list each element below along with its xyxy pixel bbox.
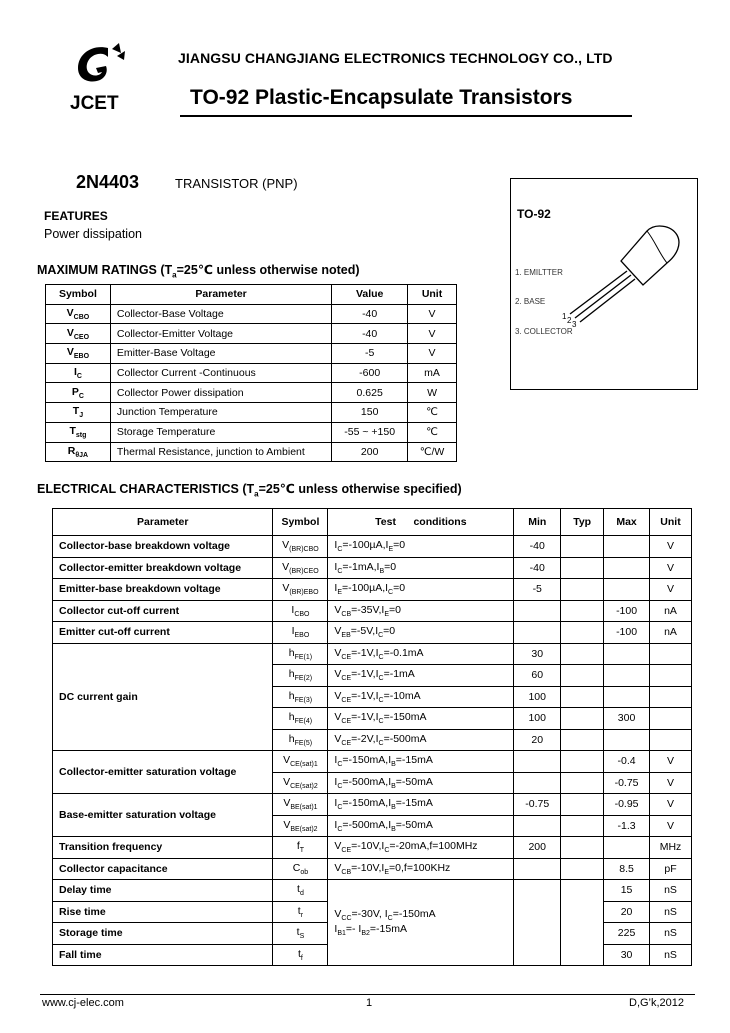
max-cell: -100 [604,622,650,644]
unit-cell: MHz [650,837,692,859]
unit-cell: nS [650,944,692,966]
condition-cell: $V_{CE}=-1V,I_C=-0.1mA$ [328,643,514,665]
table-row [53,557,692,579]
min-cell: -40 [514,536,561,558]
condition-cell: $V_{CB}=-35V,I_E=0$ [328,600,514,622]
min-cell [514,751,561,773]
symbol-cell: $f_T$ [273,837,328,859]
pin-1-label: 1. EMILTTER [515,268,563,277]
parameter-cell: Rise time [53,901,273,923]
table-row [53,794,692,816]
symbol-cell: $C_{ob}$ [273,858,328,880]
max-cell [604,557,650,579]
parameter-cell: Collector Power dissipation [110,383,331,403]
package-name: TO-92 [517,207,551,221]
features-heading: FEATURES [44,209,108,223]
table-row [53,536,692,558]
parameter-cell: Storage Temperature [110,422,331,442]
parameter-cell: Delay time [53,880,273,902]
condition-cell: $I_C=-100\mu A,I_E=0$ [328,536,514,558]
value-cell: 0.625 [332,383,408,403]
value-cell: -55 ~ +150 [332,422,408,442]
symbol-cell: $h_{FE(4)}$ [273,708,328,730]
unit-cell [650,729,692,751]
parameter-cell: Collector cut-off current [53,600,273,622]
title-divider [180,115,632,117]
table-row [53,643,692,665]
condition-cell: $V_{CE}=-1V,I_C=-10mA$ [328,686,514,708]
unit-cell: V [650,557,692,579]
unit-cell: V [650,794,692,816]
part-number: 2N4403 [76,172,140,192]
value-cell: 150 [332,403,408,423]
symbol-cell: $V_{(BR)EBO}$ [273,579,328,601]
parameter-cell: DC current gain [53,643,273,751]
table-row [46,403,457,423]
page-number: 1 [366,997,373,1009]
min-cell: 30 [514,643,561,665]
symbol-cell: $V_{CE(sat)2}$ [273,772,328,794]
min-cell: -40 [514,557,561,579]
features-item: Power dissipation [44,227,142,241]
unit-cell: W [408,383,457,403]
col-header-max: Max [604,509,650,536]
parameter-cell: Junction Temperature [110,403,331,423]
min-cell [514,858,561,880]
pin-number-3: 3 [572,320,577,327]
part-description: TRANSISTOR (PNP) [175,176,298,191]
table-row [53,622,692,644]
max-cell [604,579,650,601]
min-cell [514,622,561,644]
min-cell [514,600,561,622]
max-cell [604,729,650,751]
unit-cell: V [650,772,692,794]
min-cell [514,880,561,966]
typ-cell [561,858,604,880]
pin-number-1: 1 [562,312,567,321]
min-cell: 100 [514,686,561,708]
typ-cell [561,686,604,708]
parameter-cell: Thermal Resistance, junction to Ambient [110,442,331,462]
max-cell: 225 [604,923,650,945]
table-row [53,600,692,622]
unit-cell: V [650,751,692,773]
parameter-cell: Emitter-Base Voltage [110,344,331,364]
min-cell: -5 [514,579,561,601]
unit-cell: nS [650,923,692,945]
max-cell: 15 [604,880,650,902]
col-header-value: Value [332,285,408,305]
condition-cell: $I_C=-500mA,I_B=-50mA$ [328,772,514,794]
unit-cell [650,643,692,665]
unit-cell [650,665,692,687]
table-row [46,383,457,403]
max-cell: 8.5 [604,858,650,880]
pin-2-label: 2. BASE [515,297,546,306]
parameter-cell: Collector capacitance [53,858,273,880]
unit-cell: nS [650,901,692,923]
max-cell [604,536,650,558]
pin-3-label: 3. COLLECTOR [515,327,573,336]
typ-cell [561,557,604,579]
unit-cell: mA [408,363,457,383]
symbol-cell: $t_f$ [273,944,328,966]
typ-cell [561,751,604,773]
unit-cell: ℃ [408,422,457,442]
table-row [53,751,692,773]
unit-cell: V [650,579,692,601]
unit-cell: V [650,536,692,558]
electrical-characteristics-table [52,508,692,966]
typ-cell [561,622,604,644]
company-name: JIANGSU CHANGJIANG ELECTRONICS TECHNOLOGY CO., LTD [178,50,613,66]
unit-cell: V [408,304,457,324]
parameter-cell: Collector-emitter breakdown voltage [53,557,273,579]
symbol-cell: $I_{CBO}$ [273,600,328,622]
unit-cell: ℃/W [408,442,457,462]
unit-cell: V [408,344,457,364]
package-diagram [510,178,698,390]
max-cell [604,837,650,859]
condition-cell: $I_C=-500mA,I_B=-50mA$ [328,815,514,837]
max-cell: -0.75 [604,772,650,794]
unit-cell: nA [650,600,692,622]
max-cell [604,686,650,708]
table-row [46,422,457,442]
min-cell: 200 [514,837,561,859]
col-header-test-conditions: Test conditions [328,509,514,536]
max-ratings-heading: MAXIMUM RATINGS ($T_a=25℃$ unless otherwise noted) [37,263,360,280]
max-cell [604,643,650,665]
typ-cell [561,815,604,837]
min-cell [514,815,561,837]
max-cell: -1.3 [604,815,650,837]
typ-cell [561,665,604,687]
unit-cell: V [650,815,692,837]
elec-char-heading: ELECTRICAL CHARACTERISTICS ($T_a=25℃$ unless otherwise specified) [37,482,462,499]
symbol-cell: $R_{\theta JA}$ [46,442,111,462]
typ-cell [561,708,604,730]
min-cell [514,772,561,794]
col-header-typ: Typ [561,509,604,536]
condition-cell: $V_{CE}=-1V,I_C=-150mA$ [328,708,514,730]
symbol-cell: $I_{EBO}$ [273,622,328,644]
symbol-cell: $V_{EBO}$ [46,344,111,364]
value-cell: -40 [332,324,408,344]
unit-cell: nS [650,880,692,902]
typ-cell [561,643,604,665]
company-logo [62,40,142,114]
logo-text: JCET [70,93,119,114]
table-row [46,304,457,324]
max-cell: -0.4 [604,751,650,773]
col-header-symbol: Symbol [273,509,328,536]
condition-cell: $V_{CE}=-2V,I_C=-500mA$ [328,729,514,751]
min-cell: -0.75 [514,794,561,816]
symbol-cell: $V_{CEO}$ [46,324,111,344]
value-cell: -5 [332,344,408,364]
pin-number-2: 2 [567,316,572,325]
typ-cell [561,880,604,966]
unit-cell [650,686,692,708]
symbol-cell: $h_{FE(3)}$ [273,686,328,708]
min-cell: 100 [514,708,561,730]
symbol-cell: $t_S$ [273,923,328,945]
condition-cell: $V_{CE}=-10V,I_C=-20mA,f=100MHz$ [328,837,514,859]
col-header-unit: Unit [650,509,692,536]
symbol-cell: $I_C$ [46,363,111,383]
table-row [53,880,692,902]
table-row [53,837,692,859]
condition-cell: $I_C=-150mA,I_B=-15mA$ [328,751,514,773]
table-row [46,363,457,383]
unit-cell: pF [650,858,692,880]
condition-cell: $V_{CC}=-30V$, $I_C=-150mA$ $I_{B1}=-$ $I_{B2}=-15mA$ [328,880,514,966]
condition-cell: $I_C=-150mA,I_B=-15mA$ [328,794,514,816]
parameter-cell: Base-emitter saturation voltage [53,794,273,837]
symbol-cell: $T_J$ [46,403,111,423]
col-header-parameter: Parameter [53,509,273,536]
col-header-min: Min [514,509,561,536]
min-cell: 20 [514,729,561,751]
max-cell: -100 [604,600,650,622]
value-cell: -40 [332,304,408,324]
parameter-cell: Fall time [53,944,273,966]
typ-cell [561,536,604,558]
table-row [46,344,457,364]
symbol-cell: $t_r$ [273,901,328,923]
symbol-cell: $V_{BE(sat)2}$ [273,815,328,837]
symbol-cell: $T_{stg}$ [46,422,111,442]
parameter-cell: Emitter cut-off current [53,622,273,644]
max-cell [604,665,650,687]
table-row [53,858,692,880]
footer-divider [40,994,695,995]
symbol-cell: $h_{FE(1)}$ [273,643,328,665]
typ-cell [561,600,604,622]
value-cell: -600 [332,363,408,383]
col-header-parameter: Parameter [110,285,331,305]
unit-cell: V [408,324,457,344]
condition-cell: $I_E=-100\mu A,I_C=0$ [328,579,514,601]
symbol-cell: $t_d$ [273,880,328,902]
parameter-cell: Collector-base breakdown voltage [53,536,273,558]
typ-cell [561,729,604,751]
jcet-logo-icon [62,40,142,114]
condition-cell: $V_{EB}=-5V,I_C=0$ [328,622,514,644]
max-cell: 20 [604,901,650,923]
parameter-cell: Emitter-base breakdown voltage [53,579,273,601]
symbol-cell: $V_{BE(sat)1}$ [273,794,328,816]
transistor-illustration [559,219,693,327]
parameter-cell: Collector-Emitter Voltage [110,324,331,344]
condition-cell: $V_{CE}=-1V,I_C=-1mA$ [328,665,514,687]
max-cell: 300 [604,708,650,730]
typ-cell [561,837,604,859]
unit-cell: nA [650,622,692,644]
symbol-cell: $V_{CBO}$ [46,304,111,324]
symbol-cell: $V_{CE(sat)1}$ [273,751,328,773]
parameter-cell: Collector Current -Continuous [110,363,331,383]
condition-cell: $I_C=-1mA,I_B=0$ [328,557,514,579]
footer-date: D,G’k,2012 [629,997,685,1009]
symbol-cell: $h_{FE(2)}$ [273,665,328,687]
table-row [46,442,457,462]
symbol-cell: $h_{FE(5)}$ [273,729,328,751]
table-row [46,324,457,344]
max-cell: -0.95 [604,794,650,816]
unit-cell: ℃ [408,403,457,423]
max-cell: 30 [604,944,650,966]
footer-url[interactable]: www.cj-elec.com [42,997,124,1009]
parameter-cell: Transition frequency [53,837,273,859]
table-row [53,579,692,601]
min-cell: 60 [514,665,561,687]
parameter-cell: Collector-emitter saturation voltage [53,751,273,794]
symbol-cell: $V_{(BR)CBO}$ [273,536,328,558]
col-header-symbol: Symbol [46,285,111,305]
document-title: TO-92 Plastic-Encapsulate Transistors [190,86,573,109]
value-cell: 200 [332,442,408,462]
condition-cell: $V_{CB}=-10V,I_E=0,f=100KHz$ [328,858,514,880]
parameter-cell: Collector-Base Voltage [110,304,331,324]
table-header-row [53,509,692,536]
symbol-cell: $P_C$ [46,383,111,403]
table-header-row [46,285,457,305]
typ-cell [561,579,604,601]
max-ratings-table [45,284,457,462]
unit-cell [650,708,692,730]
symbol-cell: $V_{(BR)CEO}$ [273,557,328,579]
col-header-unit: Unit [408,285,457,305]
typ-cell [561,794,604,816]
typ-cell [561,772,604,794]
parameter-cell: Storage time [53,923,273,945]
